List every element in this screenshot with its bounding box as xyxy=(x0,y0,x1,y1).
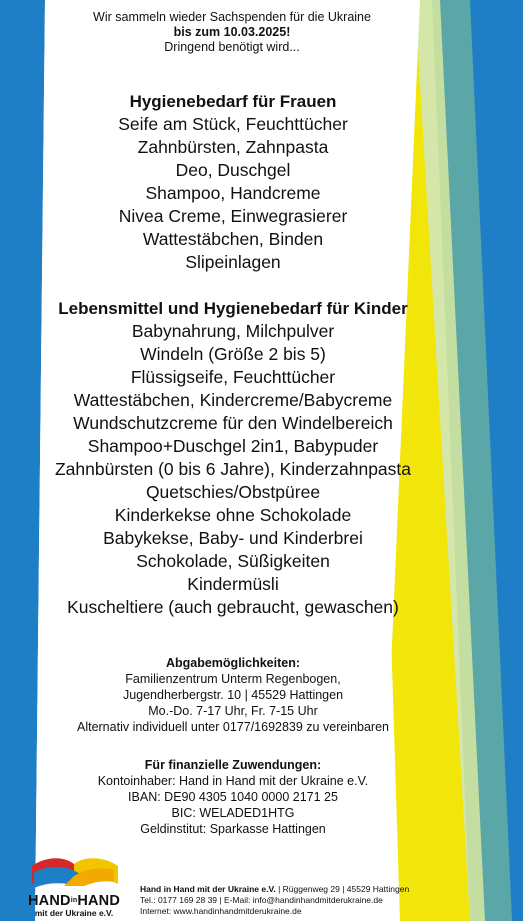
dropoff-line: Alternativ individuell unter 0177/1692839 zu vereinbaren xyxy=(76,720,390,734)
list-item: Deo, Duschgel xyxy=(175,160,291,180)
list-item: Babynahrung, Milchpulver xyxy=(131,321,335,341)
intro-deadline: bis zum 10.03.2025! xyxy=(173,25,291,39)
women-section xyxy=(0,90,466,274)
footer-website: Internet: www.handinhandmitderukraine.de xyxy=(140,906,302,916)
list-item: Slipeinlagen xyxy=(185,252,281,272)
logo-in: in xyxy=(70,897,78,905)
dropoff-line: Familienzentrum Unterm Regenbogen, xyxy=(125,672,341,686)
intro-line-3: Dringend benötigt wird... xyxy=(164,40,300,54)
dropoff-heading: Abgabemöglichkeiten: xyxy=(165,656,301,670)
footer-address: | Rüggenweg 29 | 45529 Hattingen xyxy=(275,884,410,894)
intro-text xyxy=(40,10,424,55)
list-item: Quetschies/Obstpüree xyxy=(145,482,321,502)
list-item: Zahnbürsten (0 bis 6 Jahre), Kinderzahnpasta xyxy=(54,459,412,479)
dropoff-line: Jugendherbergstr. 10 | 45529 Hattingen xyxy=(122,688,344,702)
list-item: Kuscheltiere (auch gebraucht, gewaschen) xyxy=(67,597,399,617)
list-item: Kindermüsli xyxy=(187,574,279,594)
kids-section xyxy=(0,297,466,619)
funds-info xyxy=(0,757,466,837)
list-item: Schokolade, Süßigkeiten xyxy=(136,551,330,571)
funds-line: BIC: WELADED1HTG xyxy=(171,806,295,820)
footer-org-name: Hand in Hand mit der Ukraine e.V. xyxy=(140,884,276,894)
funds-line: Kontoinhaber: Hand in Hand mit der Ukraine e.V. xyxy=(97,774,369,788)
list-item: Windeln (Größe 2 bis 5) xyxy=(140,344,326,364)
women-heading: Hygienebedarf für Frauen xyxy=(129,92,337,111)
logo-word-1: HAND xyxy=(28,893,71,909)
funds-heading: Für finanzielle Zuwendungen: xyxy=(144,758,322,772)
intro-line-1: Wir sammeln wieder Sachspenden für die Ukraine xyxy=(93,10,371,24)
logo-subtitle: mit der Ukraine e.V. xyxy=(34,908,114,918)
kids-heading: Lebensmittel und Hygienebedarf für Kinder xyxy=(58,299,408,318)
dropoff-line: Mo.-Do. 7-17 Uhr, Fr. 7-15 Uhr xyxy=(148,704,318,718)
footer-phone-email: Tel.: 0177 169 28 39 | E-Mail: info@handinhandmitderukraine.de xyxy=(140,895,383,905)
list-item: Zahnbürsten, Zahnpasta xyxy=(137,137,329,157)
list-item: Wundschutzcreme für den Windelbereich xyxy=(73,413,393,433)
logo-word-2: HAND xyxy=(77,893,120,909)
list-item: Flüssigseife, Feuchttücher xyxy=(130,367,336,387)
list-item: Kinderkekse ohne Schokolade xyxy=(114,505,352,525)
list-item: Babykekse, Baby- und Kinderbrei xyxy=(103,528,363,548)
list-item: Seife am Stück, Feuchttücher xyxy=(118,114,348,134)
list-item: Shampoo+Duschgel 2in1, Babypuder xyxy=(87,436,379,456)
list-item: Nivea Creme, Einwegrasierer xyxy=(118,206,348,226)
dropoff-info xyxy=(0,655,466,735)
footer-contact xyxy=(140,884,409,917)
list-item: Wattestäbchen, Kindercreme/Babycreme xyxy=(73,390,393,410)
logo-wordmark xyxy=(16,893,132,909)
funds-line: Geldinstitut: Sparkasse Hattingen xyxy=(140,822,326,836)
list-item: Wattestäbchen, Binden xyxy=(142,229,324,249)
list-item: Shampoo, Handcreme xyxy=(145,183,321,203)
funds-line: IBAN: DE90 4305 1040 0000 2171 25 xyxy=(128,790,338,804)
